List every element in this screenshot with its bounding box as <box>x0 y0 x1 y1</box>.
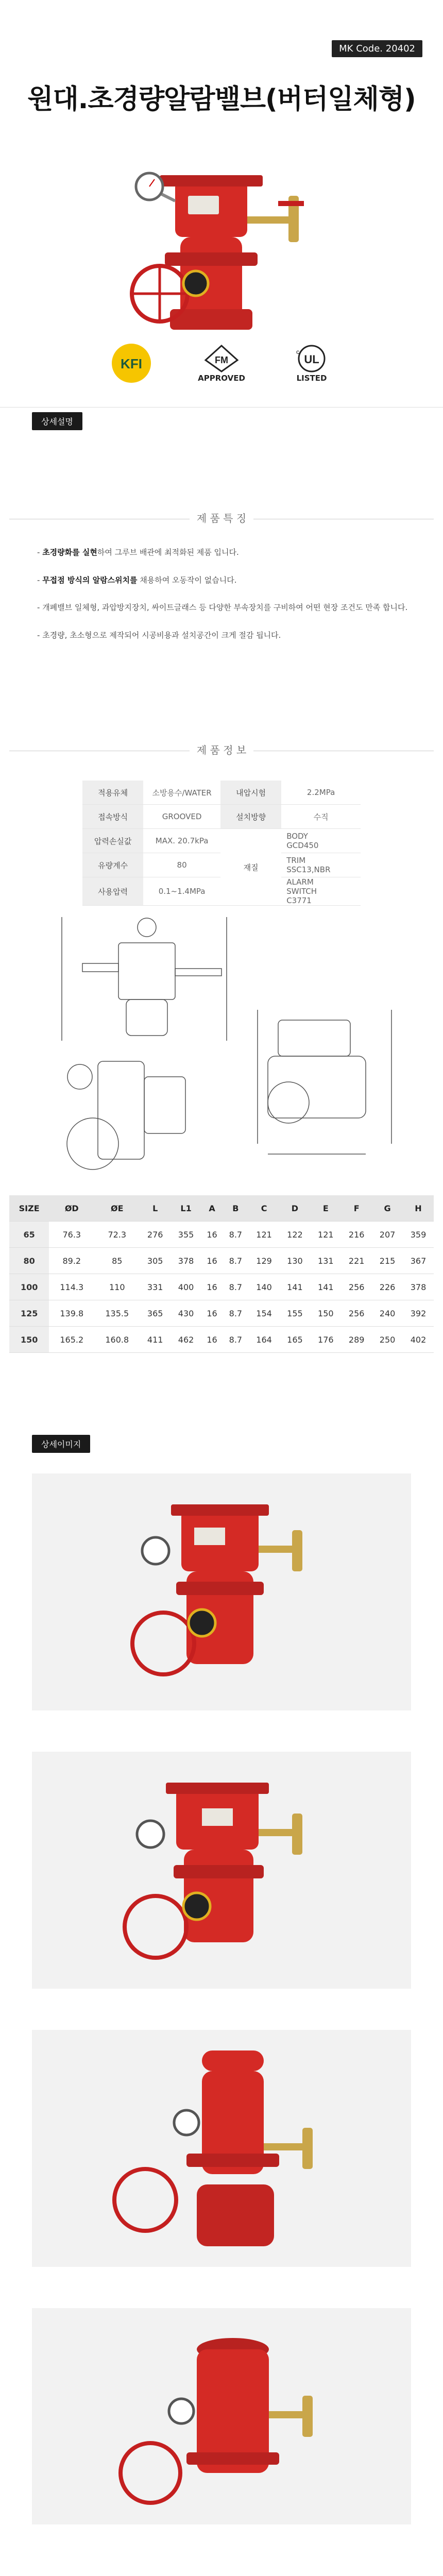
spec-row: 접속방식 GROOVED 설치방향 수직 <box>82 805 361 829</box>
product-photo-2 <box>32 1752 411 1989</box>
table-row: 80 89.2 85 305 378 16 8.7 129 130 131 221 215 367 <box>9 1248 434 1274</box>
technical-drawing <box>31 907 412 1185</box>
spec-row: 유량계수 80 TRIMSSC13,NBR <box>82 853 361 877</box>
spec-material-label: 재질 <box>220 829 281 906</box>
spec-table <box>82 781 361 906</box>
size-table <box>9 1195 434 1353</box>
valve-image <box>32 2308 411 2524</box>
svg-text:KFI: KFI <box>121 356 142 371</box>
svg-text:UL: UL <box>304 353 319 366</box>
fm-logo-sub: APPROVED <box>198 374 245 383</box>
detail-tab[interactable]: 상세설명 <box>32 412 82 430</box>
product-photo-1 <box>32 1473 411 1710</box>
features-heading: 제 품 특 징 <box>0 510 443 525</box>
valve-image <box>32 2030 411 2267</box>
table-row: 65 76.3 72.3 276 355 16 8.7 121 122 121 216 207 359 <box>9 1222 434 1248</box>
brass-trim <box>247 196 304 242</box>
valve-image <box>32 1752 411 1989</box>
hero-valve-image <box>98 139 325 361</box>
svg-text:c: c <box>296 348 299 355</box>
feature-item: - 초경량화를 실현하여 그루브 배관에 최적화된 제품 입니다. <box>37 548 239 557</box>
valve-body <box>160 175 263 330</box>
product-title: 원대.초경량알람밸브(버터일체형) <box>27 84 416 115</box>
spec-row: 사용압력 0.1~1.4MPa ALARM SWITCHC3771 <box>82 877 361 906</box>
table-row: 125 139.8 135.5 365 430 16 8.7 154 155 150 256 240 392 <box>9 1300 434 1327</box>
spec-row: 압력손실값 MAX. 20.7kPa 재질 BODYGCD450 <box>82 829 361 853</box>
table-row: 100 114.3 110 331 400 16 8.7 140 141 141 256 226 378 <box>9 1274 434 1300</box>
svg-text:FM: FM <box>215 355 228 365</box>
feature-item: - 개폐밸브 일체형, 과압방지장치, 싸이트글래스 등 다양한 부속장치를 구비하여 어떤 현장 조건도 만족 합니다. <box>37 603 408 612</box>
valve-image <box>32 1473 411 1710</box>
fm-logo <box>198 340 245 386</box>
spec-row: 적용유체 소방용수/WATER 내압시험 2.2MPa <box>82 781 361 805</box>
product-photo-3 <box>32 2030 411 2267</box>
drawing-front-view <box>62 917 227 1170</box>
ul-logo <box>288 340 335 386</box>
feature-item: - 무접점 방식의 알람스위치를 채용하여 오동작이 없습니다. <box>37 575 237 585</box>
ul-logo-sub: LISTED <box>296 374 327 383</box>
detail-image-tab[interactable]: 상세이미지 <box>32 1435 90 1453</box>
mk-code-badge: MK Code. 20402 <box>332 40 422 57</box>
spec-heading: 제 품 정 보 <box>0 742 443 757</box>
drawing-side-view <box>258 1010 391 1154</box>
feature-item: - 초경량, 초소형으로 제작되어 시공비용과 설치공간이 크게 절감 됩니다. <box>37 630 281 640</box>
features-list <box>37 546 408 656</box>
kfi-logo <box>108 340 155 386</box>
product-photo-4 <box>32 2308 411 2524</box>
size-table-header: SIZE ØD ØE L L1 A B C D E F G H <box>9 1195 434 1222</box>
table-row: 150 165.2 160.8 411 462 16 8.7 164 165 176 289 250 402 <box>9 1327 434 1353</box>
divider <box>0 407 443 408</box>
